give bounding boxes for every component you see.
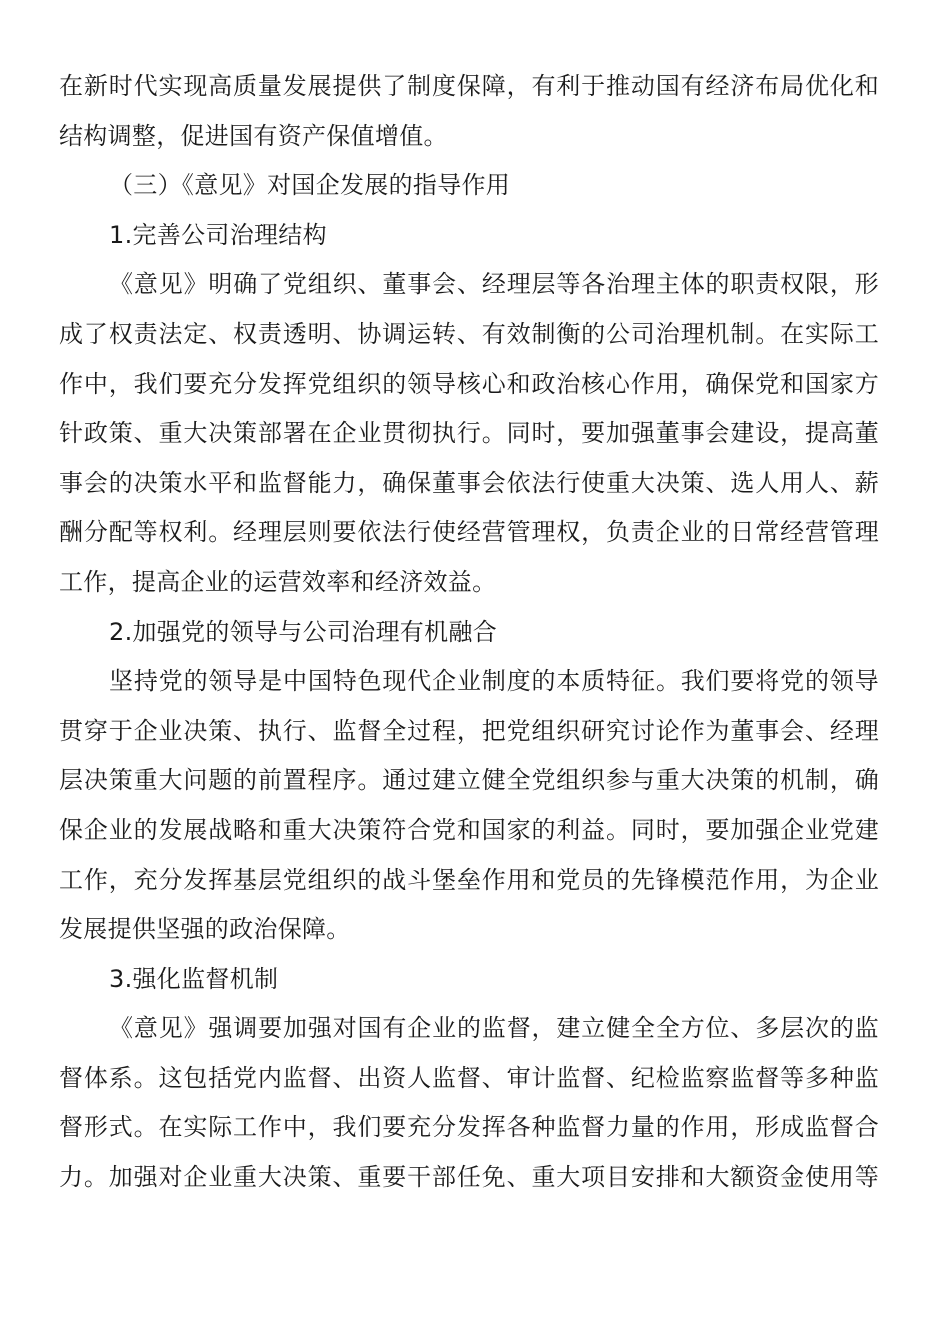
subsection-heading: 3.强化监督机制 xyxy=(109,964,279,993)
body-text-line: 发展提供坚强的政治保障。 xyxy=(59,915,351,944)
subsection-heading: 1.完善公司治理结构 xyxy=(109,220,327,249)
body-text-line: 在新时代实现高质量发展提供了制度保障，有利于推动国有经济布局优化和 xyxy=(59,72,879,100)
body-text-line: 结构调整，促进国有资产保值增值。 xyxy=(59,121,448,150)
body-text-line: 力。加强对企业重大决策、重要干部任免、重大项目安排和大额资金使用等 xyxy=(59,1163,879,1192)
body-text-line: 保企业的发展战略和重大决策符合党和国家的利益。同时，要加强企业党建 xyxy=(59,815,879,844)
body-text-line: 督形式。在实际工作中，我们要充分发挥各种监督力量的作用，形成监督合 xyxy=(59,1113,879,1142)
section-heading: （三）《意见》对国企发展的指导作用 xyxy=(109,171,511,200)
body-text-line: 成了权责法定、权责透明、协调运转、有效制衡的公司治理机制。在实际工 xyxy=(59,319,879,348)
paragraph-first-line: 坚持党的领导是中国特色现代企业制度的本质特征。我们要将党的领导 xyxy=(109,667,879,696)
body-text-line: 事会的决策水平和监督能力，确保董事会依法行使重大决策、选人用人、薪 xyxy=(59,468,879,497)
body-text-line: 督体系。这包括党内监督、出资人监督、审计监督、纪检监察监督等多种监 xyxy=(59,1063,879,1092)
body-text-line: 作中，我们要充分发挥党组织的领导核心和政治核心作用，确保党和国家方 xyxy=(59,369,879,398)
body-text-line: 贯穿于企业决策、执行、监督全过程，把党组织研究讨论作为董事会、经理 xyxy=(59,716,879,745)
body-text-line: 针政策、重大决策部署在企业贯彻执行。同时，要加强董事会建设，提高董 xyxy=(59,419,879,448)
body-text-line: 工作，提高企业的运营效率和经济效益。 xyxy=(59,567,497,596)
body-text-line: 工作，充分发挥基层党组织的战斗堡垒作用和党员的先锋模范作用，为企业 xyxy=(59,865,879,894)
document-page xyxy=(59,62,879,1203)
paragraph-first-line: 《意见》强调要加强对国有企业的监督，建立健全全方位、多层次的监 xyxy=(109,1014,879,1043)
subsection-heading: 2.加强党的领导与公司治理有机融合 xyxy=(109,617,497,646)
paragraph-first-line: 《意见》明确了党组织、董事会、经理层等各治理主体的职责权限，形 xyxy=(109,270,879,299)
body-text-line: 层决策重大问题的前置程序。通过建立健全党组织参与重大决策的机制，确 xyxy=(59,766,879,795)
body-text-line: 酬分配等权利。经理层则要依法行使经营管理权，负责企业的日常经营管理 xyxy=(59,518,879,547)
